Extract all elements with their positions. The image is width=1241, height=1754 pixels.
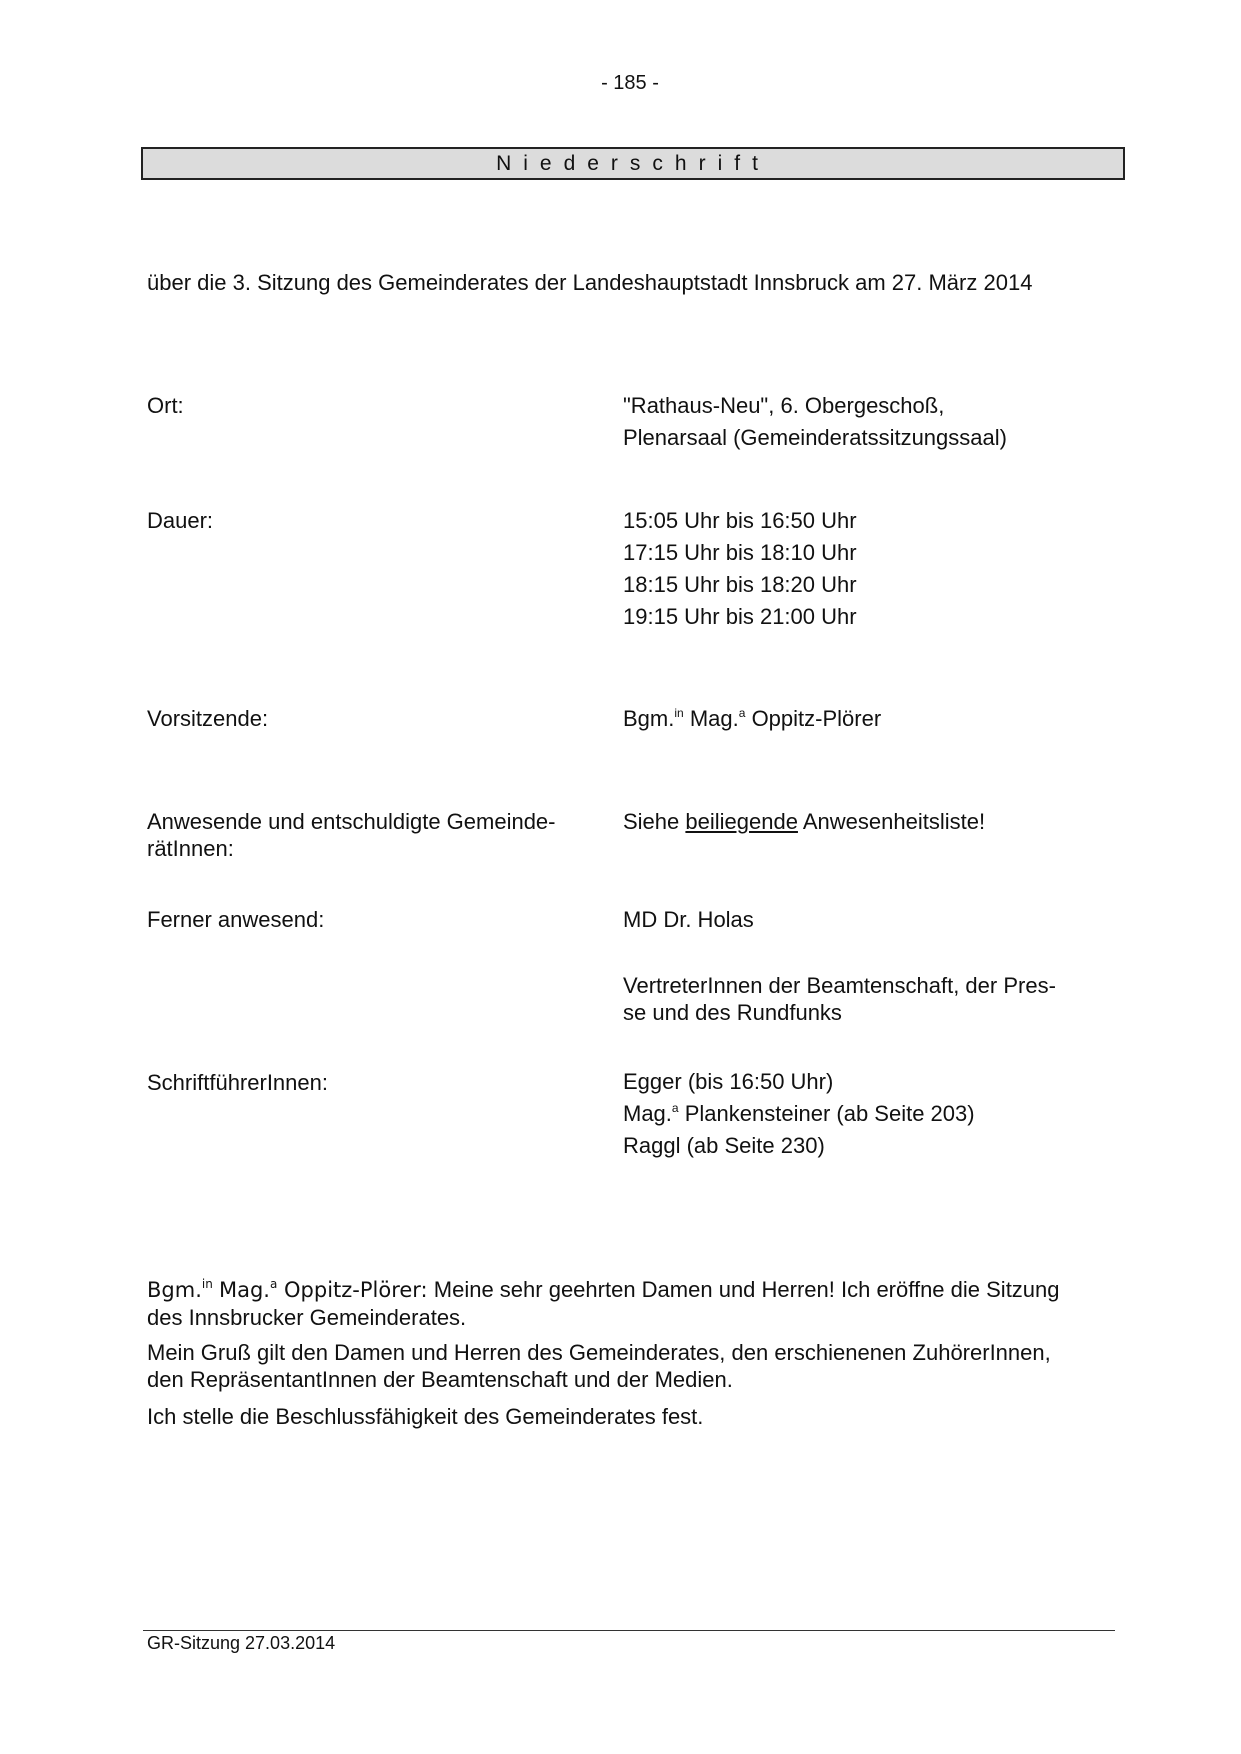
ferner-value-1: MD Dr. Holas (623, 907, 754, 932)
ort-label: Ort: (147, 393, 184, 418)
schrift-value: Egger (bis 16:50 Uhr) Mag.$^a$ Plankensteiner (ab Seite 203) Raggl (ab Seite 230) (623, 1069, 975, 1158)
vorsitz-value (623, 703, 1103, 735)
schrift-label: SchriftführerInnen: (147, 1070, 328, 1095)
ferner-label: Ferner anwesend: (147, 907, 325, 932)
vorsitz-label: Vorsitzende: (147, 706, 269, 731)
vorsitz-name: Bgm.$^{in}$ Mag.$^a$ Oppitz-Plörer (623, 706, 882, 731)
beiliegende-link[interactable]: beiliegende (685, 809, 798, 834)
ort-line: Plenarsaal (Gemeinderatssitzungssaal) (623, 425, 1007, 450)
dauer-line: 19:15 Uhr bis 21:00 Uhr (623, 604, 857, 629)
footer-text: GR-Sitzung 27.03.2014 (147, 1633, 336, 1653)
dauer-value (623, 505, 1103, 633)
ort-line: "Rathaus-Neu", 6. Obergeschoß, (623, 393, 945, 418)
dauer-line: 17:15 Uhr bis 18:10 Uhr (623, 540, 857, 565)
footer-divider (143, 1630, 1115, 1631)
dauer-label: Dauer: (147, 508, 214, 533)
document-title: Niederschrift (141, 147, 1125, 180)
paragraph-greeting: Mein Gruß gilt den Damen und Herren des Gemeinderates, den erschienenen ZuhörerInnen, den RepräsentantInnen der Beamtenschaft und der Medien. (147, 1340, 1051, 1392)
paragraph-quorum: Ich stelle die Beschlussfähigkeit des Gemeinderates fest. (147, 1404, 704, 1429)
dauer-line: 15:05 Uhr bis 16:50 Uhr (623, 508, 857, 533)
meeting-subject: über die 3. Sitzung des Gemeinderates der Landeshauptstadt Innsbruck am 27. März 2014 (147, 270, 1033, 295)
anwesende-value: Siehe beiliegende Anwesenheitsliste! (623, 809, 986, 834)
paragraph-opening: Bgm.$^{in}$ Mag.$^a$ Oppitz-Plörer: Meine sehr geehrten Damen und Herren! Ich eröffne die Sitzung des Innsbrucker Gemeinderates. (147, 1277, 1060, 1330)
ferner-value-2: VertreterInnen der Beamtenschaft, der Pres- se und des Rundfunks (623, 973, 1056, 1025)
page-number: - 185 - (601, 72, 659, 94)
ort-value (623, 390, 1103, 454)
dauer-line: 18:15 Uhr bis 18:20 Uhr (623, 572, 857, 597)
anwesende-label: Anwesende und entschuldigte Gemeinde- rätInnen: (147, 809, 556, 861)
